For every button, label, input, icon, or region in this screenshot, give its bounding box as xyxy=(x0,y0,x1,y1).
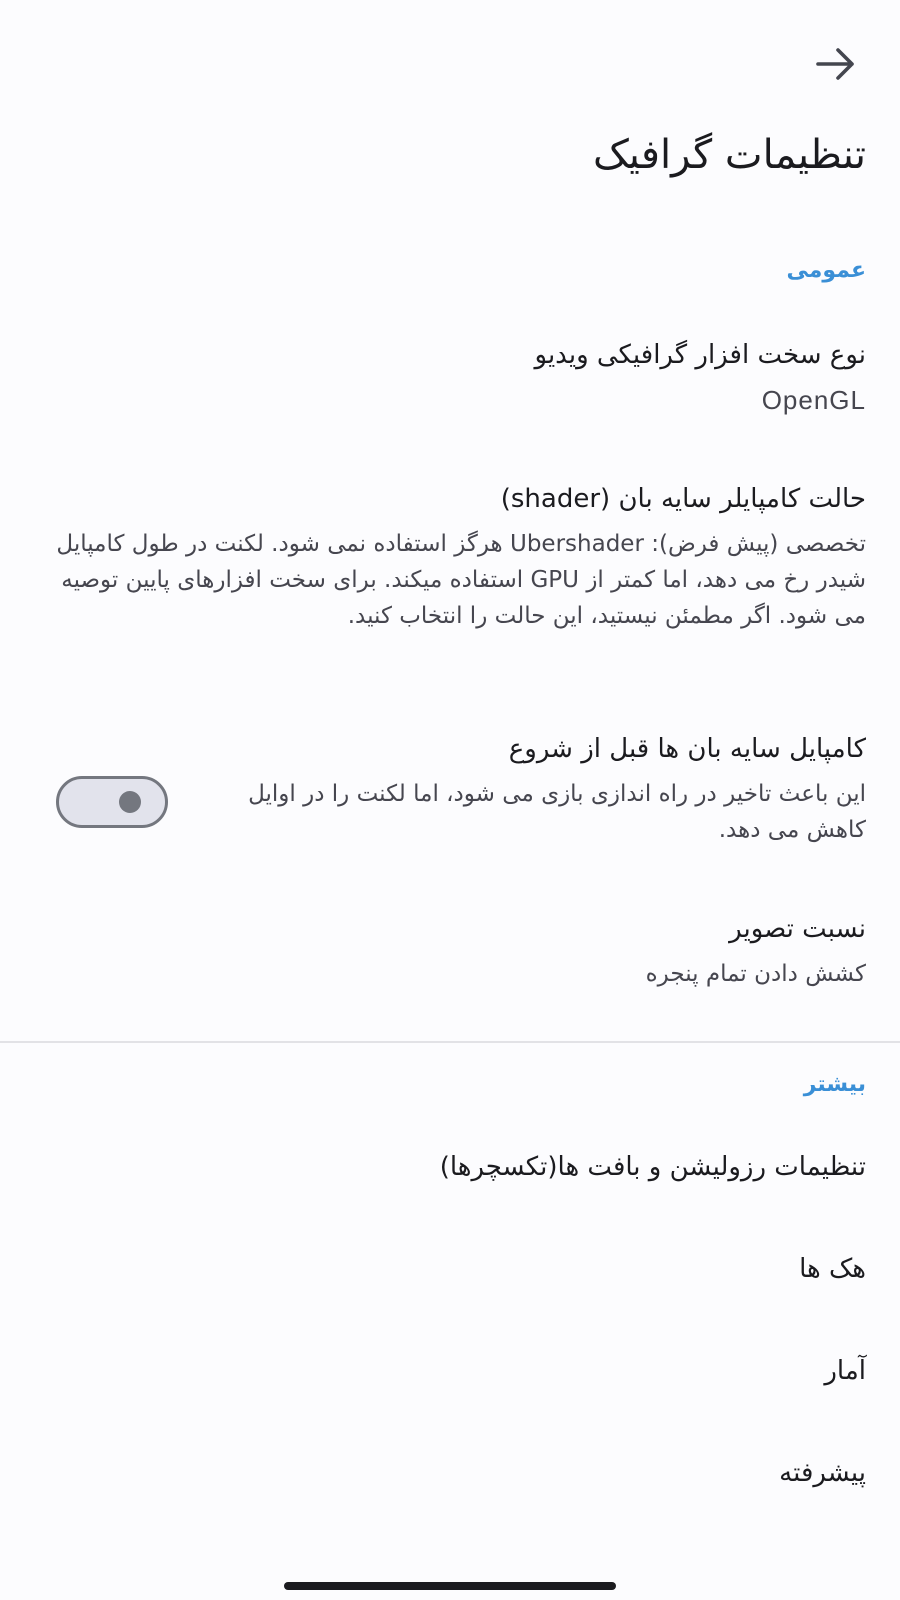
setting-video-backend[interactable] xyxy=(34,336,866,418)
arrow-right-icon xyxy=(816,47,856,81)
setting-title: کامپایل سایه بان ها قبل از شروع xyxy=(508,734,866,764)
setting-summary: تخصصی (پیش فرض): Ubershader هرگز استفاده نمی شود. لکنت در طول کامپایل شیدر رخ می دهد، اما کمتر از GPU استفاده میکند. برای سخت افزارهای پایین توصیه می شود. اگر مطمئن نیستید، این حالت را انتخاب کنید. xyxy=(56,531,866,629)
setting-hacks[interactable] xyxy=(34,1250,866,1288)
setting-title: تنظیمات رزولیشن و بافت ها(تکسچرها) xyxy=(439,1152,866,1182)
setting-resolution-textures[interactable] xyxy=(34,1148,866,1186)
home-indicator[interactable] xyxy=(284,1582,616,1590)
section-header-general: عمومی xyxy=(786,258,866,283)
page-title: تنظیمات گرافیک xyxy=(593,132,866,178)
toggle-knob xyxy=(119,791,141,813)
setting-summary: OpenGL xyxy=(761,385,866,415)
compile-shaders-toggle[interactable] xyxy=(56,776,168,828)
setting-summary: این باعث تاخیر در راه اندازی بازی می شود، اما لکنت را در اوایل کاهش می دهد. xyxy=(248,781,866,843)
setting-title: پیشرفته xyxy=(779,1458,866,1488)
setting-title: نسبت تصویر xyxy=(729,914,866,944)
setting-advanced[interactable] xyxy=(34,1454,866,1492)
section-divider xyxy=(0,1041,900,1043)
back-button[interactable] xyxy=(808,38,864,90)
setting-aspect-ratio[interactable] xyxy=(34,910,866,992)
section-header-more: بیشتر xyxy=(803,1072,866,1097)
setting-title: نوع سخت افزار گرافیکی ویدیو xyxy=(534,340,866,370)
setting-shader-compilation-mode[interactable] xyxy=(34,480,866,634)
setting-title: آمار xyxy=(824,1356,866,1386)
setting-summary: کشش دادن تمام پنجره xyxy=(645,961,866,987)
setting-statistics[interactable] xyxy=(34,1352,866,1390)
setting-title: حالت کامپایلر سایه بان (shader) xyxy=(500,484,866,514)
setting-title: هک ها xyxy=(799,1254,866,1284)
